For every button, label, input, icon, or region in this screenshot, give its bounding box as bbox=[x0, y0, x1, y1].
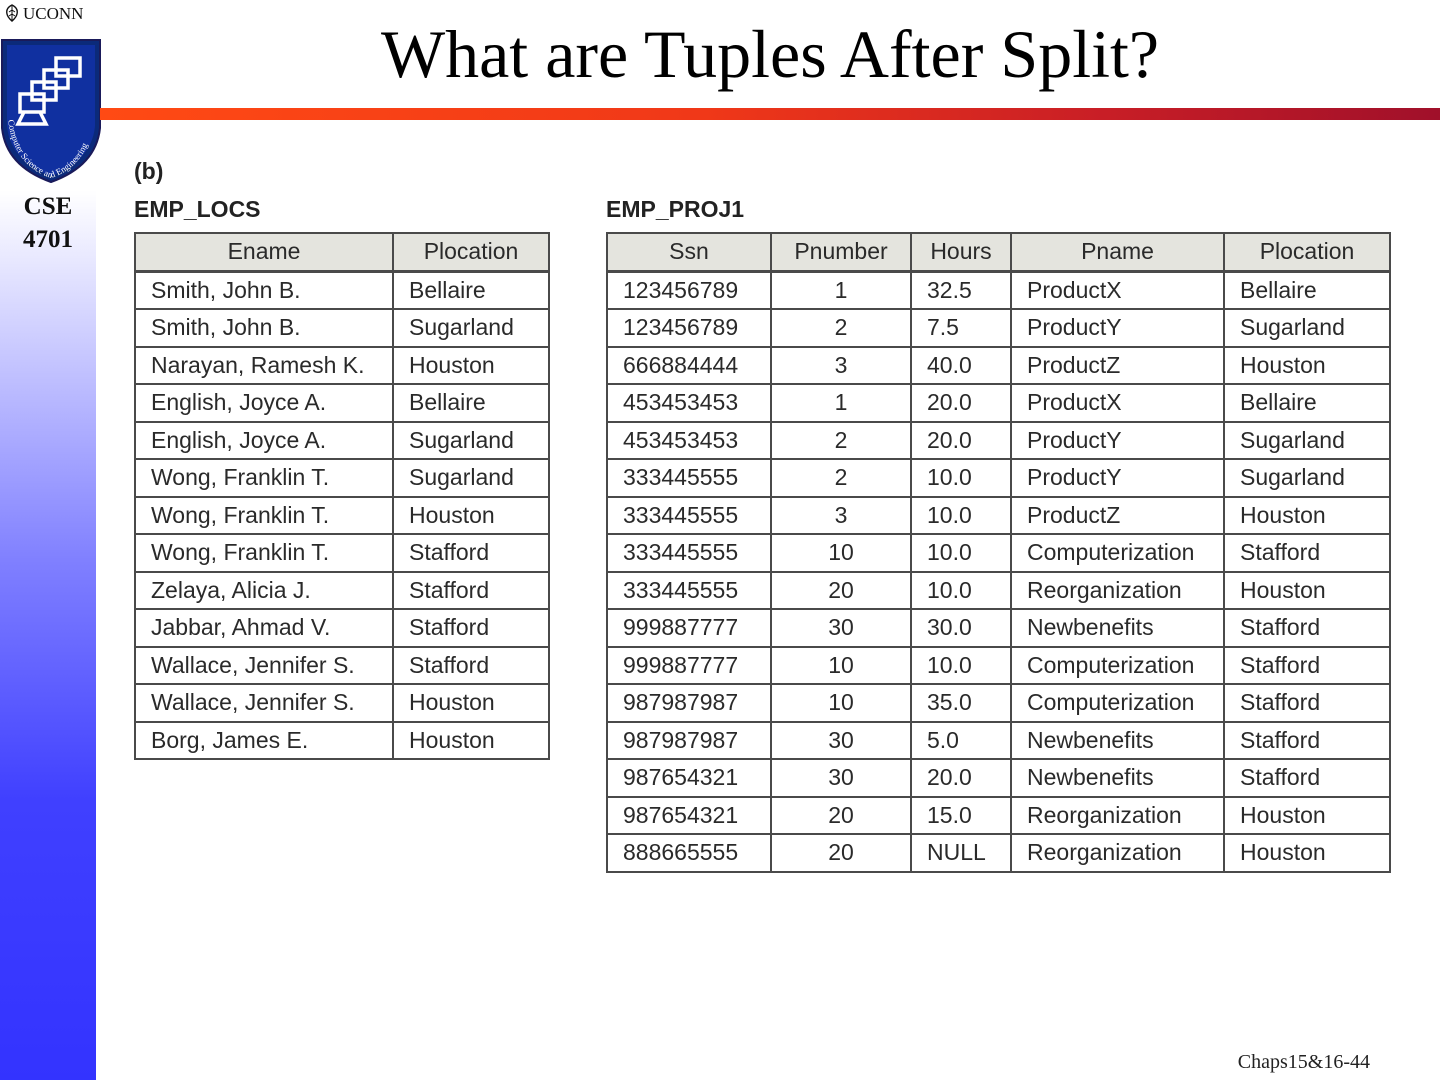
table-row bbox=[607, 684, 1390, 722]
table-cell: Stafford bbox=[393, 534, 549, 572]
table-cell: 1 bbox=[771, 271, 911, 309]
table-cell: 10.0 bbox=[911, 572, 1011, 610]
table-cell: 10 bbox=[771, 647, 911, 685]
table-cell: Reorganization bbox=[1011, 797, 1224, 835]
table-cell: Bellaire bbox=[1224, 271, 1390, 309]
table-cell: Stafford bbox=[1224, 722, 1390, 760]
table-cell: Jabbar, Ahmad V. bbox=[135, 609, 393, 647]
slide-title: What are Tuples After Split? bbox=[380, 16, 1160, 92]
table-row bbox=[607, 797, 1390, 835]
slide-footer: Chaps15&16-44 bbox=[1237, 1051, 1370, 1073]
table-row bbox=[135, 384, 549, 422]
table-cell: Stafford bbox=[1224, 647, 1390, 685]
table-row bbox=[607, 647, 1390, 685]
table-cell: 333445555 bbox=[607, 459, 771, 497]
table-cell: 35.0 bbox=[911, 684, 1011, 722]
table-cell: ProductZ bbox=[1011, 497, 1224, 535]
table-cell: ProductX bbox=[1011, 384, 1224, 422]
table-cell: 333445555 bbox=[607, 534, 771, 572]
table-row bbox=[607, 834, 1390, 872]
table-cell: 3 bbox=[771, 347, 911, 385]
table-cell: Stafford bbox=[1224, 534, 1390, 572]
table-cell: Newbenefits bbox=[1011, 759, 1224, 797]
column-header: Ename bbox=[135, 233, 393, 271]
table-cell: Stafford bbox=[1224, 684, 1390, 722]
title-underline-bar bbox=[100, 108, 1440, 120]
uconn-wordmark bbox=[4, 4, 83, 24]
table-cell: Houston bbox=[393, 722, 549, 760]
table-row bbox=[135, 459, 549, 497]
table-header-row bbox=[135, 233, 549, 271]
column-header: Pname bbox=[1011, 233, 1224, 271]
table-cell: ProductY bbox=[1011, 309, 1224, 347]
table-cell: 20 bbox=[771, 572, 911, 610]
table-cell: 888665555 bbox=[607, 834, 771, 872]
table-cell: Reorganization bbox=[1011, 572, 1224, 610]
table-row bbox=[135, 497, 549, 535]
table-cell: Borg, James E. bbox=[135, 722, 393, 760]
table-cell: 30 bbox=[771, 609, 911, 647]
table-cell: 987987987 bbox=[607, 684, 771, 722]
table-row bbox=[607, 384, 1390, 422]
table-cell: 2 bbox=[771, 309, 911, 347]
table-row bbox=[607, 609, 1390, 647]
table-cell: Bellaire bbox=[393, 271, 549, 309]
table-row bbox=[135, 684, 549, 722]
table-cell: 10.0 bbox=[911, 647, 1011, 685]
emp-proj1-name: EMP_PROJ1 bbox=[606, 196, 745, 222]
table-cell: Sugarland bbox=[1224, 309, 1390, 347]
table-cell: 40.0 bbox=[911, 347, 1011, 385]
table-cell: Wong, Franklin T. bbox=[135, 459, 393, 497]
table-cell: Bellaire bbox=[1224, 384, 1390, 422]
table-row bbox=[607, 347, 1390, 385]
column-header: Hours bbox=[911, 233, 1011, 271]
course-code-line2: 4701 bbox=[23, 226, 73, 253]
logo-arc-text: Computer Science and Engineering bbox=[5, 118, 90, 181]
table-cell: Wallace, Jennifer S. bbox=[135, 684, 393, 722]
table-cell: English, Joyce A. bbox=[135, 422, 393, 460]
table-cell: ProductZ bbox=[1011, 347, 1224, 385]
table-cell: 123456789 bbox=[607, 271, 771, 309]
table-cell: ProductX bbox=[1011, 271, 1224, 309]
table-cell: 20 bbox=[771, 797, 911, 835]
table-cell: 20.0 bbox=[911, 759, 1011, 797]
table-row bbox=[135, 609, 549, 647]
table-cell: 30 bbox=[771, 722, 911, 760]
table-cell: 987987987 bbox=[607, 722, 771, 760]
table-cell: 2 bbox=[771, 459, 911, 497]
table-cell: Sugarland bbox=[1224, 459, 1390, 497]
table-cell: 1 bbox=[771, 384, 911, 422]
table-cell: 333445555 bbox=[607, 572, 771, 610]
table-cell: 999887777 bbox=[607, 609, 771, 647]
table-cell: 20.0 bbox=[911, 422, 1011, 460]
emp-locs-name: EMP_LOCS bbox=[134, 196, 261, 222]
table-cell: Wong, Franklin T. bbox=[135, 497, 393, 535]
table-cell: Sugarland bbox=[393, 459, 549, 497]
table-cell: 453453453 bbox=[607, 422, 771, 460]
table-cell: Houston bbox=[1224, 797, 1390, 835]
table-cell: Wong, Franklin T. bbox=[135, 534, 393, 572]
table-cell: Zelaya, Alicia J. bbox=[135, 572, 393, 610]
table-cell: Houston bbox=[393, 684, 549, 722]
figure-sublabel: (b) bbox=[134, 158, 164, 184]
table-cell: Stafford bbox=[393, 647, 549, 685]
table-cell: 10.0 bbox=[911, 534, 1011, 572]
table-cell: English, Joyce A. bbox=[135, 384, 393, 422]
table-row bbox=[135, 309, 549, 347]
table-cell: Sugarland bbox=[393, 309, 549, 347]
table-cell: Smith, John B. bbox=[135, 271, 393, 309]
table-cell: Newbenefits bbox=[1011, 722, 1224, 760]
table-cell: 3 bbox=[771, 497, 911, 535]
table-cell: 20 bbox=[771, 834, 911, 872]
table-row bbox=[135, 647, 549, 685]
table-cell: 15.0 bbox=[911, 797, 1011, 835]
table-cell: 7.5 bbox=[911, 309, 1011, 347]
table-cell: Smith, John B. bbox=[135, 309, 393, 347]
emp-proj1-table bbox=[606, 232, 1391, 873]
table-cell: Houston bbox=[1224, 572, 1390, 610]
column-header: Plocation bbox=[393, 233, 549, 271]
table-cell: Houston bbox=[1224, 497, 1390, 535]
table-cell: Stafford bbox=[1224, 609, 1390, 647]
table-row bbox=[135, 347, 549, 385]
university-name: UCONN bbox=[23, 4, 84, 23]
table-cell: Stafford bbox=[393, 609, 549, 647]
table-cell: 987654321 bbox=[607, 797, 771, 835]
table-cell: Stafford bbox=[393, 572, 549, 610]
table-cell: Computerization bbox=[1011, 534, 1224, 572]
oak-leaf-icon bbox=[4, 4, 20, 22]
table-cell: Houston bbox=[393, 347, 549, 385]
table-row bbox=[607, 572, 1390, 610]
table-cell: 666884444 bbox=[607, 347, 771, 385]
course-code-line1: CSE bbox=[23, 193, 73, 220]
table-row bbox=[607, 271, 1390, 309]
table-cell: Computerization bbox=[1011, 647, 1224, 685]
table-cell: 999887777 bbox=[607, 647, 771, 685]
table-row bbox=[135, 722, 549, 760]
table-row bbox=[135, 271, 549, 309]
table-row bbox=[607, 459, 1390, 497]
table-cell: Houston bbox=[393, 497, 549, 535]
table-row bbox=[607, 497, 1390, 535]
table-cell: Houston bbox=[1224, 347, 1390, 385]
table-cell: Bellaire bbox=[393, 384, 549, 422]
table-row bbox=[135, 572, 549, 610]
table-cell: Reorganization bbox=[1011, 834, 1224, 872]
table-cell: 30.0 bbox=[911, 609, 1011, 647]
table-row bbox=[135, 534, 549, 572]
table-header-row bbox=[607, 233, 1390, 271]
table-cell: 123456789 bbox=[607, 309, 771, 347]
table-cell: 10 bbox=[771, 534, 911, 572]
table-cell: 10 bbox=[771, 684, 911, 722]
table-cell: ProductY bbox=[1011, 459, 1224, 497]
sidebar bbox=[0, 0, 96, 1080]
column-header: Pnumber bbox=[771, 233, 911, 271]
table-row bbox=[607, 722, 1390, 760]
table-cell: NULL bbox=[911, 834, 1011, 872]
table-cell: 333445555 bbox=[607, 497, 771, 535]
table-cell: ProductY bbox=[1011, 422, 1224, 460]
table-cell: Sugarland bbox=[393, 422, 549, 460]
table-cell: Stafford bbox=[1224, 759, 1390, 797]
column-header: Plocation bbox=[1224, 233, 1390, 271]
cse-shield-logo bbox=[0, 38, 102, 184]
table-row bbox=[607, 759, 1390, 797]
table-cell: 2 bbox=[771, 422, 911, 460]
table-cell: 987654321 bbox=[607, 759, 771, 797]
table-cell: 453453453 bbox=[607, 384, 771, 422]
table-cell: Narayan, Ramesh K. bbox=[135, 347, 393, 385]
table-row bbox=[607, 534, 1390, 572]
table-cell: 10.0 bbox=[911, 459, 1011, 497]
table-cell: 5.0 bbox=[911, 722, 1011, 760]
course-code bbox=[0, 190, 96, 256]
table-cell: 32.5 bbox=[911, 271, 1011, 309]
table-cell: Computerization bbox=[1011, 684, 1224, 722]
table-row bbox=[135, 422, 549, 460]
table-cell: Newbenefits bbox=[1011, 609, 1224, 647]
table-cell: 30 bbox=[771, 759, 911, 797]
table-cell: Houston bbox=[1224, 834, 1390, 872]
column-header: Ssn bbox=[607, 233, 771, 271]
table-row bbox=[607, 422, 1390, 460]
table-row bbox=[607, 309, 1390, 347]
table-cell: 10.0 bbox=[911, 497, 1011, 535]
table-cell: 20.0 bbox=[911, 384, 1011, 422]
table-cell: Sugarland bbox=[1224, 422, 1390, 460]
table-cell: Wallace, Jennifer S. bbox=[135, 647, 393, 685]
emp-locs-table bbox=[134, 232, 550, 760]
